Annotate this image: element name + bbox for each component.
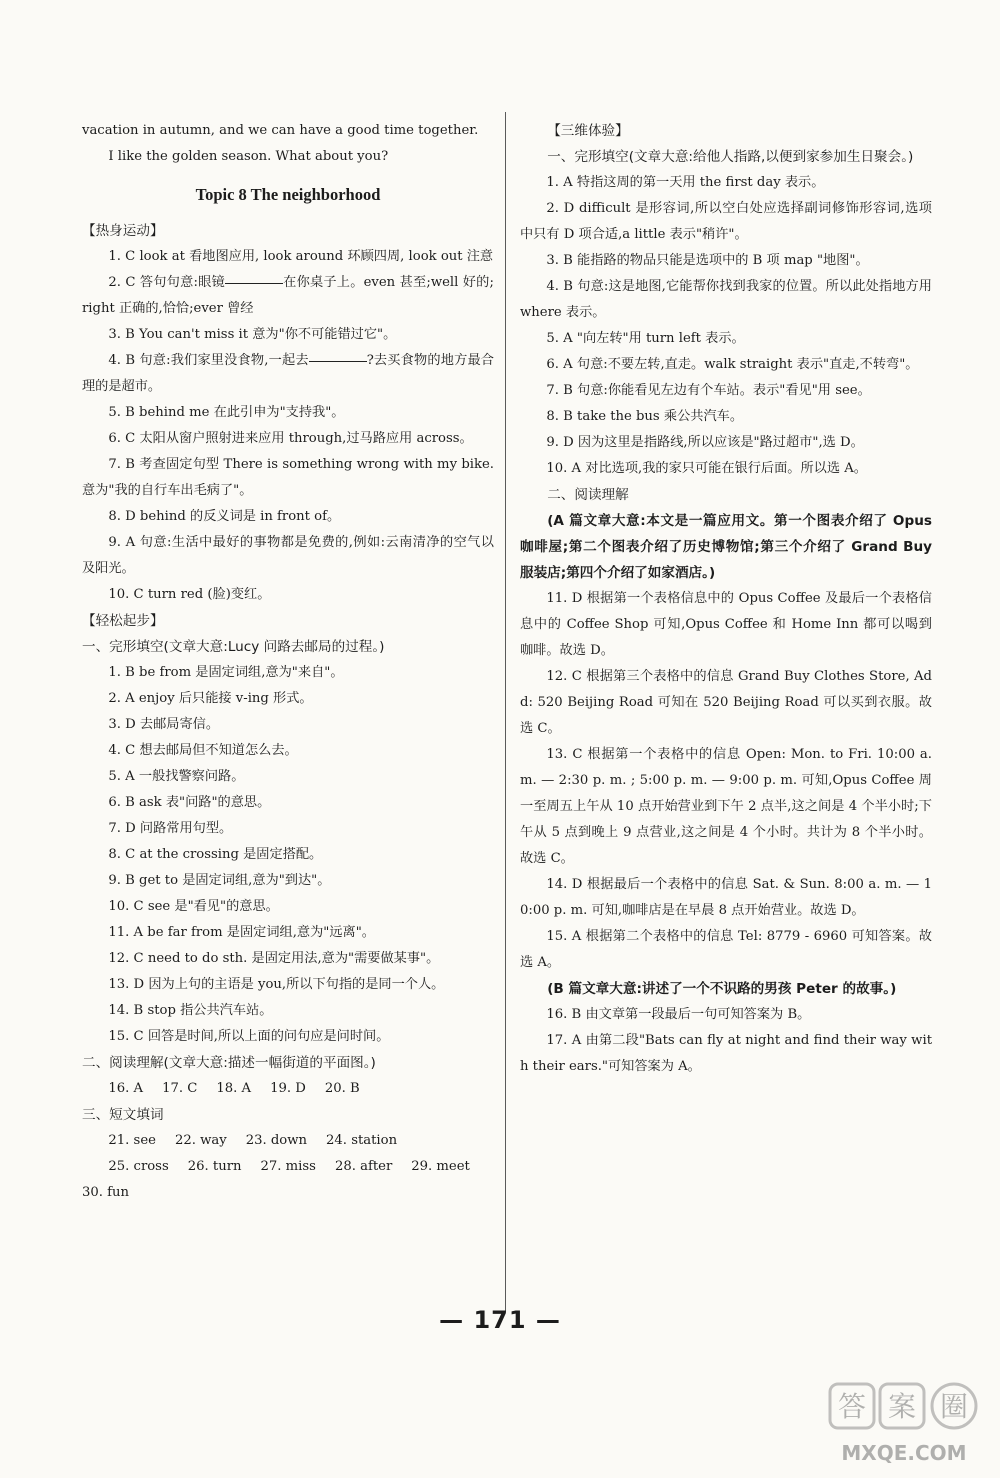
answer-paragraph: [82, 270, 494, 322]
answer-paragraph: [82, 868, 494, 894]
answer-paragraph: [82, 842, 494, 868]
answer-paragraph: [520, 248, 932, 274]
paragraph-text: 15. C 回答是时间,所以上面的问句应是问时间。: [108, 1029, 390, 1044]
topic-title: [82, 178, 494, 212]
paragraph-text: 15. A 根据第二个表格中的信息 Tel: 8779 - 6960 可知答案。故选 A。: [520, 929, 932, 970]
answer-item: 20. B: [324, 1081, 360, 1096]
paragraph-text: 7. D 问路常用句型。: [108, 821, 233, 836]
blank-line: [309, 360, 367, 362]
watermark-brand-char-1: 答: [837, 1390, 867, 1423]
answer-paragraph: [520, 118, 932, 144]
paragraph-text: 2. C 答句句意:眼镜: [108, 275, 225, 290]
answer-item: 21. see: [108, 1133, 156, 1148]
paragraph-text: 12. C need to do sth. 是固定用法,意为"需要做某事"。: [108, 951, 440, 966]
answer-paragraph: [520, 976, 932, 1002]
answer-paragraph: [82, 972, 494, 998]
paragraph-text: 2. A enjoy 后只能接 v-ing 形式。: [108, 691, 313, 706]
paragraph-text: 14. B stop 指公共汽车站。: [108, 1003, 273, 1018]
answer-paragraph: [82, 504, 494, 530]
paragraph-text: 7. B 句意:你能看见左边有个车站。表示"看见"用 see。: [546, 383, 871, 398]
paragraph-text: 30. fun: [82, 1185, 130, 1200]
watermark-url: MXQE.COM: [841, 1441, 967, 1465]
answer-paragraph: [82, 894, 494, 920]
column-divider: [505, 112, 506, 1312]
answer-paragraph: [82, 634, 494, 660]
paragraph-text: 5. A 一般找警察问路。: [108, 769, 245, 784]
paragraph-text: 3. B 能指路的物品只能是选项中的 B 项 map "地图"。: [546, 253, 869, 268]
paragraph-text: 10. C see 是"看见"的意思。: [108, 899, 279, 914]
answer-paragraph: [82, 764, 494, 790]
answer-list: [82, 1076, 494, 1102]
paragraph-text: 【轻松起步】: [82, 613, 164, 629]
answer-paragraph: [82, 998, 494, 1024]
answer-paragraph: [520, 924, 932, 976]
watermark-brand-char-2: 案: [887, 1390, 917, 1423]
answer-item: 22. way: [174, 1133, 227, 1148]
answer-item: 23. down: [245, 1133, 308, 1148]
paragraph-text: 2. D difficult 是形容词,所以空白处应选择副词修饰形容词,选项中只有 D 项合适,a little 表示"稍许"。: [520, 201, 932, 242]
answer-paragraph: [82, 790, 494, 816]
answer-paragraph: [520, 1028, 932, 1080]
answer-paragraph: [82, 712, 494, 738]
answer-paragraph: [82, 452, 494, 504]
answer-paragraph: [82, 1180, 494, 1206]
paragraph-text: 一、完形填空(文章大意:给他人指路,以便到家参加生日聚会。): [547, 149, 914, 165]
paragraph-text: 6. B ask 表"问路"的意思。: [108, 795, 271, 810]
answer-paragraph: [520, 664, 932, 742]
answer-paragraph: [82, 920, 494, 946]
answer-paragraph: [82, 1024, 494, 1050]
paragraph-text: 8. D behind 的反义词是 in front of。: [108, 509, 341, 524]
paragraph-text: 11. A be far from 是固定词组,意为"远离"。: [108, 925, 375, 940]
paragraph-text: 8. B take the bus 乘公共汽车。: [546, 409, 744, 424]
answer-item: 17. C: [162, 1081, 198, 1096]
paragraph-text: 11. D 根据第一个表格信息中的 Opus Coffee 及最后一个表格信息中的 Coffee Shop 可知,Opus Coffee 和 Home Inn 都可以喝到咖啡。故选 D。: [520, 591, 932, 658]
paragraph-text: 9. A 句意:生活中最好的事物都是免费的,例如:云南清净的空气以及阳光。: [82, 535, 494, 576]
answer-paragraph: [520, 144, 932, 170]
paragraph-text: 三、短文填词: [82, 1107, 164, 1123]
paragraph-text: 【热身运动】: [82, 223, 164, 239]
left-column: [82, 118, 494, 1206]
answer-paragraph: [82, 218, 494, 244]
answer-paragraph: [520, 326, 932, 352]
answer-paragraph: [520, 404, 932, 430]
answer-paragraph: [82, 1050, 494, 1076]
paragraph-text: 1. B be from 是固定词组,意为"来自"。: [108, 665, 344, 680]
answer-item: 28. after: [334, 1159, 393, 1174]
paragraph-text-cont: 在你桌子上。even 甚至;well 好的;right 正确的,恰恰;ever 曾经: [82, 275, 494, 316]
paragraph-text: I like the golden season. What about you?: [108, 149, 389, 164]
answer-paragraph: [520, 430, 932, 456]
answer-paragraph: [82, 426, 494, 452]
paragraph-text: 3. D 去邮局寄信。: [108, 717, 220, 732]
answer-paragraph: [82, 144, 494, 170]
answer-item: 25. cross: [108, 1159, 169, 1174]
paragraph-text: 17. A 由第二段"Bats can fly at night and find their way with their ears."可知答案为 A。: [520, 1033, 932, 1074]
answer-paragraph: [520, 378, 932, 404]
paragraph-text: 12. C 根据第三个表格中的信息 Grand Buy Clothes Store, Add: 520 Beijing Road 可知在 520 Beijing Road 可以买到衣服。故选 C。: [520, 669, 932, 736]
paragraph-text: 9. B get to 是固定词组,意为"到达"。: [108, 873, 331, 888]
paragraph-text: 13. C 根据第一个表格中的信息 Open: Mon. to Fri. 10:00 a. m. — 2:30 p. m. ; 5:00 p. m. — 9:00 p. m. 可知,Opus Coffee 周一至周五上午从 10 点开始营业到下午 2 点半,这之间是 4 个半小时;下午从 5 点到晚上 9 点营业,这之间是 4 个小时。共计为 8 个半小时。故选 C。: [520, 747, 932, 866]
paragraph-text: 5. B behind me 在此引申为"支持我"。: [108, 405, 345, 420]
paragraph-text: 9. D 因为这里是指路线,所以应该是"路过超市",选 D。: [546, 435, 864, 450]
paragraph-text: (B 篇文章大意:讲述了一个不识路的男孩 Peter 的故事。): [547, 981, 897, 997]
answer-paragraph: [82, 400, 494, 426]
answer-paragraph: [82, 530, 494, 582]
answer-paragraph: [82, 608, 494, 634]
watermark-logo: [822, 1378, 982, 1470]
page-number: — 171 —: [439, 1306, 561, 1334]
answer-paragraph: [520, 586, 932, 664]
answer-item: 27. miss: [260, 1159, 316, 1174]
answer-paragraph: [82, 738, 494, 764]
right-column: [520, 118, 932, 1080]
answer-item: 16. A: [108, 1081, 144, 1096]
paragraph-text: 16. B 由文章第一段最后一句可知答案为 B。: [546, 1007, 811, 1022]
answer-paragraph: [82, 348, 494, 400]
paragraph-text: (A 篇文章大意:本文是一篇应用文。第一个图表介绍了 Opus 咖啡屋;第二个图表介绍了历史博物馆;第三个介绍了 Grand Buy 服装店;第四个介绍了如家酒店。): [520, 513, 932, 581]
answer-item: 29. meet: [411, 1159, 470, 1174]
answer-paragraph: [520, 352, 932, 378]
paragraph-text: 6. C 太阳从窗户照射进来应用 through,过马路应用 across。: [108, 431, 473, 446]
paragraph-text: 14. D 根据最后一个表格中的信息 Sat. & Sun. 8:00 a. m. — 10:00 p. m. 可知,咖啡店是在早晨 8 点开始营业。故选 D。: [520, 877, 932, 918]
paragraph-text-cont: ?去买食物的地方最合理的是超市。: [82, 353, 494, 394]
paragraph-text: 4. B 句意:我们家里没食物,一起去: [108, 353, 309, 368]
answer-item: 24. station: [326, 1133, 398, 1148]
answer-paragraph: [520, 742, 932, 872]
answer-paragraph: [82, 118, 494, 144]
answer-paragraph: [520, 1002, 932, 1028]
answer-paragraph: [520, 872, 932, 924]
answer-list: [82, 1128, 494, 1154]
paragraph-text: 二、阅读理解(文章大意:描述一幅街道的平面图。): [82, 1055, 376, 1071]
paragraph-text: 8. C at the crossing 是固定搭配。: [108, 847, 323, 862]
answer-list: [82, 1154, 494, 1180]
answer-item: 19. D: [270, 1081, 306, 1096]
answer-paragraph: [82, 244, 494, 270]
paragraph-text: 1. A 特指这周的第一天用 the first day 表示。: [546, 175, 825, 190]
paragraph-text: 【三维体验】: [547, 123, 629, 139]
answer-item: 18. A: [216, 1081, 252, 1096]
paragraph-text: vacation in autumn, and we can have a good time together.: [82, 123, 479, 138]
paragraph-text: 4. B 句意:这是地图,它能帮你找到我家的位置。所以此处指地方用 where 表示。: [520, 279, 932, 320]
answer-paragraph: [520, 456, 932, 482]
answer-paragraph: [82, 660, 494, 686]
answer-item: 26. turn: [187, 1159, 242, 1174]
answer-paragraph: [520, 196, 932, 248]
paragraph-text: 10. C turn red (脸)变红。: [108, 587, 271, 602]
answer-paragraph: [82, 1102, 494, 1128]
paragraph-text: 6. A 句意:不要左转,直走。walk straight 表示"直走,不转弯"。: [546, 357, 919, 372]
answer-paragraph: [82, 582, 494, 608]
paragraph-text: 二、阅读理解: [547, 487, 629, 503]
blank-line: [225, 282, 283, 284]
answer-paragraph: [82, 816, 494, 842]
paragraph-text: 10. A 对比选项,我的家只可能在银行后面。所以选 A。: [546, 461, 867, 476]
paragraph-text: 3. B You can't miss it 意为"你不可能错过它"。: [108, 327, 397, 342]
paragraph-text: 13. D 因为上句的主语是 you,所以下句指的是同一个人。: [108, 977, 445, 992]
answer-paragraph: [82, 322, 494, 348]
answer-paragraph: [520, 482, 932, 508]
answer-paragraph: [520, 508, 932, 586]
answer-paragraph: [82, 946, 494, 972]
watermark-brand-char-3: 圈: [939, 1390, 969, 1423]
paragraph-text: 4. C 想去邮局但不知道怎么去。: [108, 743, 298, 758]
paragraph-text: 1. C look at 看地图应用, look around 环顾四周, look out 注意: [108, 249, 494, 264]
paragraph-text: 5. A "向左转"用 turn left 表示。: [546, 331, 745, 346]
answer-paragraph: [520, 170, 932, 196]
answer-paragraph: [520, 274, 932, 326]
paragraph-text: Topic 8 The neighborhood: [195, 185, 381, 204]
paragraph-text: 一、完形填空(文章大意:Lucy 问路去邮局的过程。): [82, 639, 385, 655]
paragraph-text: 7. B 考查固定句型 There is something wrong with my bike. 意为"我的自行车出毛病了"。: [82, 457, 494, 498]
answer-paragraph: [82, 686, 494, 712]
